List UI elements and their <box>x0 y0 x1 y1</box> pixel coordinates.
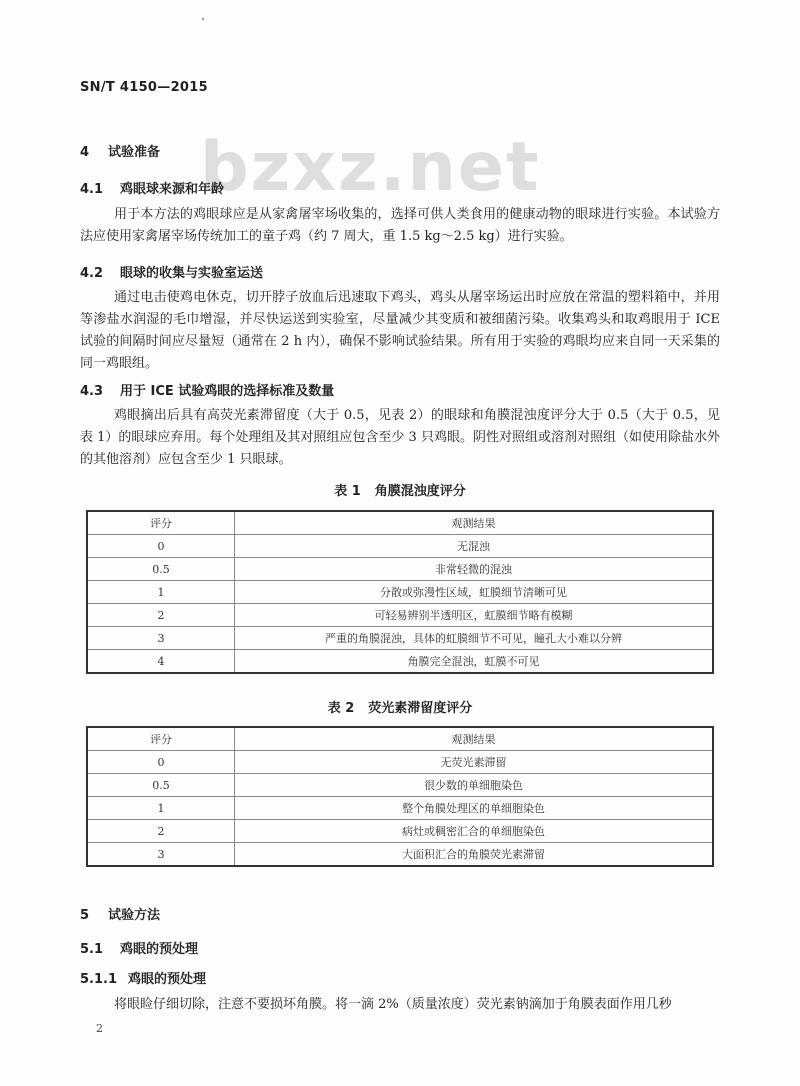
score-cell: 0.5 <box>87 774 235 797</box>
score-cell: 3 <box>87 843 235 867</box>
table-row <box>87 581 713 604</box>
section-title: 眼球的收集与实验室运送 <box>120 266 264 281</box>
scan-artifact <box>202 18 204 20</box>
table-2-caption <box>0 697 800 716</box>
section-title: 鸡眼的预处理 <box>128 972 207 987</box>
score-cell: 4 <box>87 650 235 674</box>
table-row <box>87 627 713 650</box>
table-2 <box>86 726 714 867</box>
section-number: 4 <box>80 145 90 160</box>
section-4-1-text: 用于本方法的鸡眼球应是从家禽屠宰场收集的，选择可供人类食用的健康动物的眼球进行实验。本试验方法应使用家禽屠宰场传统加工的童子鸡（约 7 周大，重 1.5 kg～2.5 kg）进行实验。 <box>80 207 720 244</box>
observation-cell: 无混浊 <box>235 535 714 558</box>
score-cell: 0.5 <box>87 558 235 581</box>
table-row <box>87 751 713 774</box>
section-5-heading <box>80 904 160 923</box>
section-title: 试验准备 <box>108 145 161 160</box>
score-cell: 0 <box>87 751 235 774</box>
section-title: 用于 ICE 试验鸡眼的选择标准及数量 <box>120 384 335 399</box>
column-header-observation: 观测结果 <box>235 511 714 535</box>
observation-cell: 可轻易辨别半透明区，虹膜细节略有模糊 <box>235 604 714 627</box>
observation-cell: 角膜完全混浊，虹膜不可见 <box>235 650 714 674</box>
section-5-1-1-heading <box>80 968 206 987</box>
table-row <box>87 604 713 627</box>
section-number: 5 <box>80 908 90 923</box>
score-cell: 2 <box>87 820 235 843</box>
section-number: 5.1.1 <box>80 972 118 987</box>
score-cell: 1 <box>87 797 235 820</box>
observation-cell: 非常轻微的混浊 <box>235 558 714 581</box>
section-4-3-text: 鸡眼摘出后具有高荧光素滞留度（大于 0.5，见表 2）的眼球和角膜混浊度评分大于 0.5（大于 0.5，见表 1）的眼球应弃用。每个处理组及其对照组应包含至少 3 只鸡眼。阴性对照组或溶剂对照组（如使用除盐水外的其他溶剂）应包含至少 1 只眼球。 <box>80 408 720 467</box>
table-row <box>87 820 713 843</box>
table-row <box>87 558 713 581</box>
observation-cell: 分散或弥漫性区域，虹膜细节清晰可见 <box>235 581 714 604</box>
table-title: 荧光素滞留度评分 <box>368 701 473 716</box>
column-header-observation: 观测结果 <box>235 727 714 751</box>
page-number: 2 <box>96 1022 103 1035</box>
table-header-row <box>87 511 713 535</box>
section-4-heading <box>80 141 160 160</box>
table-header-row <box>87 727 713 751</box>
table-row <box>87 650 713 674</box>
score-cell: 0 <box>87 535 235 558</box>
section-number: 4.2 <box>80 266 104 281</box>
section-number: 5.1 <box>80 942 104 957</box>
observation-cell: 无荧光素滞留 <box>235 751 714 774</box>
section-4-2-heading <box>80 262 263 281</box>
section-title: 试验方法 <box>108 908 161 923</box>
table-title: 角膜混浊度评分 <box>374 484 466 499</box>
column-header-score: 评分 <box>87 727 235 751</box>
section-number: 4.1 <box>80 182 104 197</box>
table-row <box>87 774 713 797</box>
observation-cell: 大面积汇合的角膜荧光素滞留 <box>235 843 714 867</box>
table-number: 表 1 <box>334 484 361 499</box>
section-4-3-heading <box>80 380 334 399</box>
section-4-1-heading <box>80 178 224 197</box>
table-row <box>87 843 713 867</box>
observation-cell: 严重的角膜混浊，具体的虹膜细节不可见，瞳孔大小难以分辨 <box>235 627 714 650</box>
watermark: bzxz.net <box>200 128 541 207</box>
table-number: 表 2 <box>327 701 355 716</box>
score-cell: 1 <box>87 581 235 604</box>
table-1-caption <box>0 480 800 499</box>
table-1 <box>86 510 714 674</box>
observation-cell: 很少数的单细胞染色 <box>235 774 714 797</box>
observation-cell: 病灶或稠密汇合的单细胞染色 <box>235 820 714 843</box>
document-code: SN/T 4150—2015 <box>80 80 208 95</box>
section-title: 鸡眼球来源和年龄 <box>120 182 225 197</box>
section-title: 鸡眼的预处理 <box>120 942 199 957</box>
observation-cell: 整个角膜处理区的单细胞染色 <box>235 797 714 820</box>
table-row <box>87 535 713 558</box>
score-cell: 2 <box>87 604 235 627</box>
section-number: 4.3 <box>80 384 104 399</box>
section-5-1-heading <box>80 938 198 957</box>
table-row <box>87 797 713 820</box>
score-cell: 3 <box>87 627 235 650</box>
section-5-1-1-text: 将眼睑仔细切除，注意不要损坏角膜。将一滴 2%（质量浓度）荧光素钠滴加于角膜表面作用几秒 <box>114 997 672 1012</box>
section-4-2-text: 通过电击使鸡电休克，切开脖子放血后迅速取下鸡头，鸡头从屠宰场运出时应放在常温的塑料箱中，并用等渗盐水润湿的毛巾增湿，并尽快运送到实验室，尽量减少其变质和被细菌污染。收集鸡头和取鸡眼用于 ICE 试验的间隔时间应尽量短（通常在 2 h 内），确保不影响试验结果。所有用于实验的鸡眼均应来自同一天采集的同一鸡眼组。 <box>80 290 720 371</box>
column-header-score: 评分 <box>87 511 235 535</box>
